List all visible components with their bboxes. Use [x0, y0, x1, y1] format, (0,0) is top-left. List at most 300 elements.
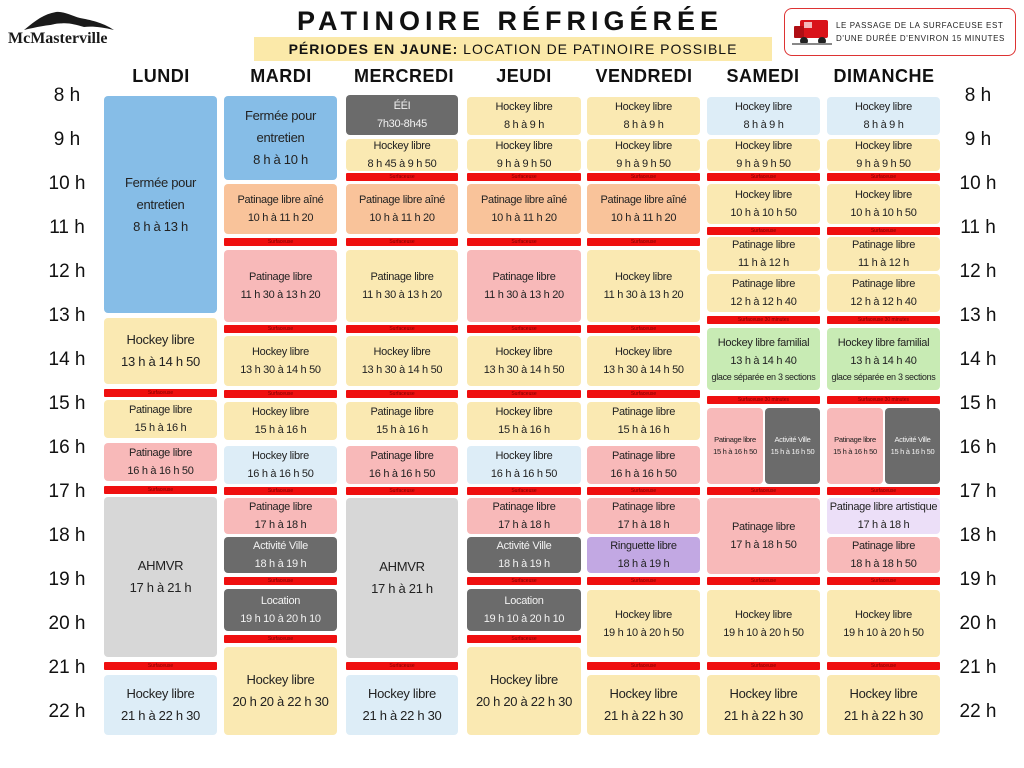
jeudi-aine-block	[467, 184, 581, 234]
day-header-mardi: MARDI	[250, 66, 312, 86]
activity-time: 11 h à 12 h	[738, 257, 789, 269]
surfaceuse-bar: Surfaceuse	[827, 227, 940, 235]
activity-time: 15 h à 16 h	[254, 424, 307, 436]
activity-time: 8 h à 9 h	[623, 119, 664, 131]
activity-time: 16 h à 16 h 50	[490, 468, 558, 480]
activity-name: Hockey libre familial	[837, 337, 930, 349]
surfaceuse-bar: Surfaceuse	[587, 487, 700, 495]
activity-time: 16 h à 16 h 50	[247, 468, 314, 480]
activity-time: 15 h à 16 h	[498, 424, 550, 436]
jeudi-ville-block	[467, 537, 581, 573]
dimanche-patinage-block	[827, 537, 940, 573]
activity-time: 21 h à 22 h 30	[362, 708, 442, 723]
activity-time: 15 h à 16 h 50	[770, 447, 815, 456]
mercredi-hockey-block	[346, 336, 458, 386]
activity-name: Hockey libre	[855, 608, 912, 621]
page-subtitle	[254, 37, 772, 61]
activity-name: Hockey libre	[729, 686, 798, 701]
activity-time: 8 h à 9 h	[863, 119, 904, 131]
activity-name: Hockey libre	[735, 608, 792, 621]
surfaceuse-bar: Surfaceuse	[224, 325, 337, 333]
activity-time: 16 h à 16 h 50	[127, 465, 194, 477]
vendredi-patinage-block	[587, 498, 700, 534]
mercredi-aine-block	[346, 184, 458, 234]
activity-name: Patinage libre	[248, 271, 313, 283]
surfaceuse-30-bar: Surfaceuse 30 minutes	[707, 316, 820, 324]
mardi-hockey-block	[224, 647, 337, 735]
activity-time: 11 h 30 à 13 h 20	[603, 289, 684, 301]
lundi-fermee-block	[104, 96, 217, 313]
notice-line-1: LE PASSAGE DE LA SURFACEUSE EST	[836, 21, 1004, 30]
activity-name: Hockey libre	[495, 140, 553, 152]
day-header-lundi: LUNDI	[132, 66, 190, 86]
activity-time: 10 h à 10 h 50	[850, 207, 917, 219]
activity-time: 15 h à 16 h	[134, 422, 187, 434]
activity-name: Hockey libre familial	[717, 337, 810, 349]
activity-time: 15 h à 16 h	[617, 424, 670, 436]
activity-time: 18 h à 19 h	[498, 558, 550, 570]
activity-name: Fermée pour	[244, 108, 317, 123]
activity-name: Location	[504, 595, 544, 607]
surfaceuse-bar: Surfaceuse	[587, 173, 700, 181]
mardi-fermee-block	[224, 96, 337, 180]
activity-name: Patinage libre	[370, 450, 434, 462]
activity-name: Hockey libre	[615, 608, 672, 621]
activity-time: 16 h à 16 h 50	[368, 468, 436, 480]
mercredi-eei-block	[346, 95, 458, 135]
activity-time: 8 h 45 à 9 h 50	[367, 158, 437, 170]
mardi-patinage-block	[224, 498, 337, 534]
vendredi-hockey-block	[587, 675, 700, 735]
jeudi-hockey-block	[467, 402, 581, 440]
activity-name: Ringuette libre	[610, 540, 677, 552]
activity-time: 13 h 30 à 14 h 50	[483, 364, 565, 376]
activity-time: 19 h 10 à 20 h 10	[483, 613, 565, 625]
activity-time: 11 h 30 à 13 h 20	[484, 289, 564, 301]
activity-name: Activité Ville	[496, 540, 552, 552]
activity-time: 8 h à 9 h	[503, 119, 545, 131]
lundi-patinage-block	[104, 443, 217, 481]
activity-time: 13 h à 14 h 50	[121, 354, 200, 369]
activity-time: 21 h à 22 h 30	[724, 708, 803, 723]
samedi-patinage-block	[707, 498, 820, 574]
surfaceuse-30-bar: Surfaceuse 30 minutes	[827, 316, 940, 324]
day-header-jeudi: JEUDI	[496, 66, 552, 86]
activity-name: Patinage libre	[128, 447, 193, 459]
activity-name: Location	[260, 595, 301, 607]
dimanche-patinage-block	[827, 274, 940, 312]
vendredi-hockey-block	[587, 139, 700, 171]
activity-name: Hockey libre	[373, 346, 431, 358]
vendredi-patinage-block	[587, 446, 700, 484]
surfaceuse-bar: Surfaceuse	[224, 238, 337, 246]
activity-name: Hockey libre	[495, 346, 553, 358]
activity-time: 11 h 30 à 13 h 20	[362, 289, 442, 301]
notice-text	[836, 19, 1011, 45]
hour-label-right: 11 h	[960, 217, 996, 238]
surfaceuse-bar: Surfaceuse	[587, 238, 700, 246]
surfaceuse-bar: Surfaceuse	[587, 577, 700, 585]
jeudi-hockey-block	[467, 336, 581, 386]
activity-name: Patinage libre	[611, 501, 676, 513]
surfaceuse-bar: Surfaceuse	[346, 662, 458, 670]
activity-time: 11 h 30 à 13 h 20	[240, 289, 321, 301]
mardi-hockey-block	[224, 402, 337, 440]
activity-name: Hockey libre	[609, 686, 678, 701]
mercredi-patinage-block	[346, 402, 458, 440]
activity-name: Hockey libre	[495, 450, 553, 462]
activity-time: 9 h à 9 h 50	[736, 158, 791, 170]
activity-name: entretien	[136, 196, 185, 212]
mardi-location-block	[224, 589, 337, 631]
activity-name: AHMVR	[379, 559, 425, 574]
activity-name: Hockey libre	[368, 686, 436, 701]
activity-time: 10 h à 11 h 20	[247, 212, 314, 224]
activity-name: Hockey libre	[855, 189, 912, 201]
activity-name: Patinage libre	[731, 278, 796, 290]
activity-time: 17 h à 18 h	[498, 519, 550, 531]
mardi-hockey-block	[224, 446, 337, 484]
activity-name: Patinage libre	[731, 239, 796, 251]
hour-label-right: 20 h	[959, 613, 997, 634]
surfaceuse-bar: Surfaceuse	[346, 390, 458, 398]
mercredi-ahmvr-block	[346, 498, 458, 658]
day-header-mercredi: MERCREDI	[353, 66, 454, 86]
activity-time: 19 h 10 à 20 h 50	[603, 626, 684, 639]
lundi-patinage-block	[104, 400, 217, 438]
surfaceuse-bar: Surfaceuse	[467, 238, 581, 246]
samedi-familial-block	[707, 328, 820, 390]
samedi-hockey-block	[707, 97, 820, 135]
surfaceuse-bar: Surfaceuse	[707, 577, 820, 585]
activity-time: 19 h 10 à 20 h 50	[723, 626, 804, 639]
day-header-vendredi: VENDREDI	[595, 66, 693, 86]
surfaceuse-bar: Surfaceuse	[224, 577, 337, 585]
activity-name: Patinage libre	[128, 404, 193, 416]
surfaceuse-bar: Surfaceuse	[467, 487, 581, 495]
mercredi-patinage-block	[346, 250, 458, 322]
activity-name: Patinage libre	[248, 501, 313, 513]
activity-time: 21 h à 22 h 30	[844, 708, 923, 723]
surfaceuse-bar: Surfaceuse	[587, 390, 700, 398]
hour-label-left: 20 h	[48, 613, 86, 634]
activity-name: Patinage libre	[370, 406, 434, 418]
activity-name: Hockey libre	[246, 672, 315, 687]
mardi-hockey-block	[224, 336, 337, 386]
activity-name: Patinage libre aîné	[358, 194, 446, 206]
surfaceuse-bar: Surfaceuse	[827, 577, 940, 585]
activity-time: 19 h 10 à 20 h 50	[843, 626, 924, 639]
jeudi-patinage-block	[467, 498, 581, 534]
surfaceuse-30-bar: Surfaceuse 30 minutes	[827, 396, 940, 404]
dimanche-ville-block	[885, 408, 940, 484]
activity-name: Patinage libre	[370, 271, 434, 283]
activity-name: Patinage libre aîné	[480, 194, 568, 206]
activity-name: Fermée pour	[124, 174, 197, 190]
hour-label-right: 15 h	[959, 393, 997, 414]
activity-time: 10 h à 11 h 20	[491, 212, 557, 224]
dimanche-patinage-block	[827, 408, 883, 484]
activity-time: 18 h à 19 h	[617, 558, 670, 570]
jeudi-hockey-block	[467, 139, 581, 171]
samedi-hockey-block	[707, 675, 820, 735]
surfaceuse-30-bar: Surfaceuse 30 minutes	[707, 396, 820, 404]
activity-time: 20 h 20 à 22 h 30	[232, 694, 329, 709]
activity-time: 17 h à 18 h	[857, 519, 910, 531]
hour-label-right: 14 h	[959, 349, 997, 370]
samedi-hockey-block	[707, 139, 820, 171]
hour-label-left: 16 h	[48, 437, 86, 458]
surfaceuse-bar: Surfaceuse	[346, 173, 458, 181]
surfaceuse-bar: Surfaceuse	[224, 390, 337, 398]
hour-label-left: 14 h	[48, 349, 86, 370]
mardi-aine-block	[224, 184, 337, 234]
samedi-patinage-block	[707, 237, 820, 271]
dimanche-hockey-block	[827, 97, 940, 135]
hour-label-left: 12 h	[48, 261, 86, 282]
activity-time: 21 h à 22 h 30	[604, 708, 683, 723]
jeudi-location-block	[467, 589, 581, 631]
activity-time: 16 h à 16 h 50	[610, 468, 677, 480]
notice-line-2: D'UNE DURÉE D'ENVIRON 15 MINUTES	[836, 34, 1005, 43]
activity-name: Patinage libre aîné	[237, 194, 324, 206]
activity-name: Patinage libre	[714, 435, 756, 444]
surfaceuse-bar: Surfaceuse	[707, 227, 820, 235]
activity-name: Hockey libre	[855, 101, 912, 113]
mercredi-hockey-block	[346, 675, 458, 735]
activity-time: 13 h 30 à 14 h 50	[603, 364, 684, 376]
surfaceuse-bar: Surfaceuse	[224, 487, 337, 495]
activity-name: Activité Ville	[894, 435, 931, 444]
subtitle-bold: PÉRIODES EN JAUNE:	[288, 41, 459, 57]
dimanche-hockey-block	[827, 675, 940, 735]
surfaceuse-bar: Surfaceuse	[827, 173, 940, 181]
activity-name: Hockey libre	[855, 140, 912, 152]
activity-time: 17 h à 21 h	[129, 580, 192, 595]
activity-time: 11 h à 12 h	[858, 257, 909, 269]
surfaceuse-bar: Surfaceuse	[104, 662, 217, 670]
activity-time: 19 h 10 à 20 h 10	[240, 613, 321, 625]
activity-time: 9 h à 9 h 50	[496, 158, 552, 170]
activity-name: AHMVR	[137, 558, 184, 573]
hour-label-right: 17 h	[959, 481, 997, 502]
surfaceuse-bar: Surfaceuse	[707, 662, 820, 670]
activity-name: Hockey libre	[252, 346, 309, 358]
subtitle-rest: LOCATION DE PATINOIRE POSSIBLE	[463, 41, 738, 57]
hour-label-left: 22 h	[48, 701, 86, 722]
mercredi-hockey-block	[346, 139, 458, 171]
activity-name: Hockey libre	[735, 101, 792, 113]
hour-label-right: 22 h	[959, 701, 997, 722]
vendredi-hockey-block	[587, 250, 700, 322]
dimanche-familial-block	[827, 328, 940, 390]
activity-name: Patinage libre	[492, 501, 556, 513]
samedi-patinage-block	[707, 408, 763, 484]
activity-name: Hockey libre	[615, 271, 672, 283]
surfaceuse-bar: Surfaceuse	[224, 635, 337, 643]
hour-label-right: 16 h	[959, 437, 997, 458]
surfaceuse-bar: Surfaceuse	[587, 325, 700, 333]
activity-name: entretien	[256, 130, 305, 145]
activity-name: Hockey libre	[252, 406, 309, 418]
activity-time: 10 h à 11 h 20	[369, 212, 435, 224]
ice-resurfacer-icon	[790, 16, 834, 48]
dimanche-hockey-block	[827, 184, 940, 224]
activity-time: 13 h 30 à 14 h 50	[240, 364, 321, 376]
surfaceuse-bar: Surfaceuse	[346, 487, 458, 495]
activity-time: 15 h à 16 h	[376, 424, 428, 436]
samedi-hockey-block	[707, 590, 820, 657]
surfaceuse-bar: Surfaceuse	[346, 325, 458, 333]
lundi-ahmvr-block	[104, 497, 217, 657]
surfaceuse-bar: Surfaceuse	[467, 173, 581, 181]
lundi-hockey-block	[104, 318, 217, 384]
activity-time: 17 h à 18 h	[254, 519, 307, 531]
hour-label-right: 21 h	[959, 657, 997, 678]
activity-time: 8 h à 10 h	[253, 152, 308, 167]
surfaceuse-bar: Surfaceuse	[467, 390, 581, 398]
activity-time: 21 h à 22 h 30	[121, 708, 200, 723]
mercredi-patinage-block	[346, 446, 458, 484]
activity-name: Hockey libre	[495, 101, 553, 113]
activity-time: 15 h à 16 h 50	[713, 447, 757, 456]
activity-name: Hockey libre	[735, 189, 792, 201]
samedi-patinage-block	[707, 274, 820, 312]
hour-label-left: 13 h	[48, 305, 86, 326]
vendredi-hockey-block	[587, 590, 700, 657]
activity-name: Hockey libre	[490, 672, 558, 687]
activity-time: 17 h à 21 h	[371, 581, 433, 596]
activity-time: 17 h à 18 h 50	[730, 539, 797, 551]
activity-time: 18 h à 18 h 50	[850, 558, 917, 570]
hour-label-left: 21 h	[48, 657, 86, 678]
activity-name: Patinage libre	[851, 239, 916, 251]
activity-name: Activité Ville	[253, 540, 308, 552]
hour-label-left: 19 h	[48, 569, 86, 590]
activity-time: 10 h à 10 h 50	[730, 207, 797, 219]
hour-label-left: 11 h	[49, 217, 85, 238]
surfaceuse-bar: Surfaceuse	[467, 635, 581, 643]
activity-name: Hockey libre	[615, 140, 672, 152]
activity-name: Patinage libre	[611, 450, 676, 462]
dimanche-artistique-block	[827, 498, 940, 534]
activity-time: 8 h à 9 h	[743, 119, 784, 131]
dimanche-hockey-block	[827, 590, 940, 657]
activity-time: 15 h à 16 h 50	[833, 447, 877, 456]
activity-time: 13 h à 14 h 40	[730, 355, 797, 367]
activity-time: 20 h 20 à 22 h 30	[475, 694, 573, 709]
surfaceuse-bar: Surfaceuse	[707, 173, 820, 181]
hour-label-left: 17 h	[48, 481, 86, 502]
activity-time: 17 h à 18 h	[617, 519, 670, 531]
activity-name: Patinage libre artistique	[829, 501, 938, 513]
activity-time: 13 h à 14 h 40	[850, 355, 917, 367]
activity-time: 12 h à 12 h 40	[730, 296, 797, 308]
activity-note: glace séparée en 3 sections	[831, 372, 936, 382]
surfaceuse-bar: Surfaceuse	[827, 487, 940, 495]
hour-label-right: 13 h	[959, 305, 997, 326]
activity-name: ÉÉI	[393, 100, 411, 112]
activity-name: Patinage libre	[851, 278, 916, 290]
activity-name: Patinage libre aîné	[600, 194, 687, 206]
surfaceuse-bar: Surfaceuse	[707, 487, 820, 495]
hour-label-right: 10 h	[959, 173, 997, 194]
activity-name: Hockey libre	[735, 140, 792, 152]
vendredi-hockey-block	[587, 336, 700, 386]
activity-name: Hockey libre	[126, 686, 195, 701]
surfaceuse-bar: Surfaceuse	[827, 662, 940, 670]
mardi-patinage-block	[224, 250, 337, 322]
hour-label-right: 18 h	[959, 525, 997, 546]
activity-name: Patinage libre	[492, 271, 556, 283]
activity-name: Patinage libre	[731, 521, 796, 533]
activity-time: 12 h à 12 h 40	[850, 296, 917, 308]
hour-label-right: 8 h	[964, 85, 992, 106]
hour-label-left: 9 h	[53, 129, 81, 150]
samedi-hockey-block	[707, 184, 820, 224]
activity-time: 18 h à 19 h	[254, 558, 307, 570]
jeudi-hockey-block	[467, 446, 581, 484]
jeudi-hockey-block	[467, 97, 581, 135]
day-header-dimanche: DIMANCHE	[833, 66, 935, 86]
activity-time: 10 h à 11 h 20	[610, 212, 677, 224]
vendredi-ringuette-block	[587, 537, 700, 573]
hour-label-left: 15 h	[48, 393, 86, 414]
activity-name: Hockey libre	[126, 332, 195, 347]
vendredi-patinage-block	[587, 402, 700, 440]
activity-name: Hockey libre	[252, 450, 309, 462]
surfaceuse-bar: Surfaceuse	[467, 325, 581, 333]
surfaceuse-bar: Surfaceuse	[104, 486, 217, 494]
activity-name: Activité Ville	[774, 435, 811, 444]
vendredi-aine-block	[587, 184, 700, 234]
activity-name: Patinage libre	[851, 540, 916, 552]
surfaceuse-bar: Surfaceuse	[346, 238, 458, 246]
logo-text: McMasterville	[8, 30, 108, 47]
hour-label-left: 10 h	[48, 173, 86, 194]
activity-time: 13 h 30 à 14 h 50	[361, 364, 443, 376]
jeudi-hockey-block	[467, 647, 581, 735]
activity-name: Hockey libre	[373, 140, 431, 152]
activity-time: 7h30-8h45	[377, 118, 427, 130]
activity-time: 9 h à 9 h 50	[616, 158, 671, 170]
activity-name: Hockey libre	[615, 101, 672, 113]
activity-time: 8 h à 13 h	[133, 218, 188, 234]
activity-name: Patinage libre	[834, 435, 876, 444]
hour-label-left: 18 h	[48, 525, 86, 546]
lundi-hockey-block	[104, 675, 217, 735]
page-title: PATINOIRE RÉFRIGÉRÉE	[296, 6, 724, 36]
vendredi-hockey-block	[587, 97, 700, 135]
activity-time: 15 h à 16 h 50	[890, 447, 935, 456]
day-header-samedi: SAMEDI	[726, 66, 800, 86]
surfaceuse-bar: Surfaceuse	[104, 389, 217, 397]
surfaceuse-bar: Surfaceuse	[587, 662, 700, 670]
hour-label-left: 8 h	[53, 85, 81, 106]
dimanche-patinage-block	[827, 237, 940, 271]
hour-label-right: 19 h	[959, 569, 997, 590]
hour-label-right: 9 h	[964, 129, 992, 150]
activity-time: 9 h à 9 h 50	[856, 158, 911, 170]
activity-name: Hockey libre	[615, 346, 672, 358]
hour-label-right: 12 h	[959, 261, 997, 282]
activity-name: Patinage libre	[611, 406, 676, 418]
mardi-ville-block	[224, 537, 337, 573]
surfaceuse-bar: Surfaceuse	[467, 577, 581, 585]
samedi-ville-block	[765, 408, 820, 484]
dimanche-hockey-block	[827, 139, 940, 171]
jeudi-patinage-block	[467, 250, 581, 322]
